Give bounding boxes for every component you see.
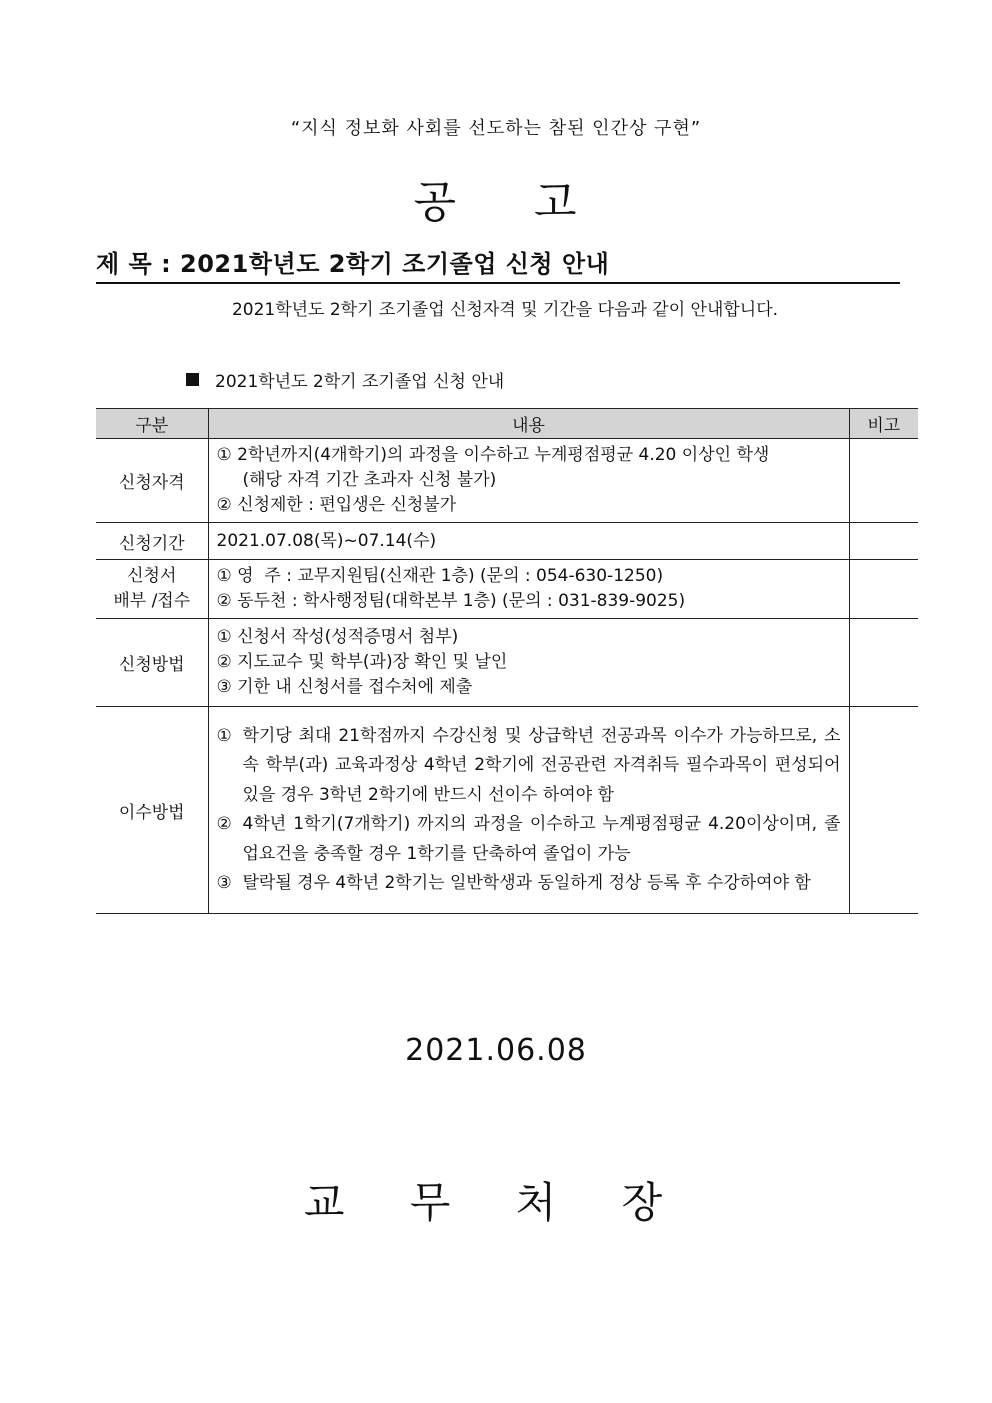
header-content: 내용 [208,409,849,439]
content-line: ② 지도교수 및 학부(과)장 확인 및 날인 [216,652,508,672]
row-note [849,619,918,707]
category-line: 신청서 [127,566,177,586]
notice-date: 2021.06.08 [405,1033,587,1068]
content-line: 2021.07.08(목)~07.14(수) [216,530,437,551]
item-number: ③ [216,873,232,893]
header-category: 구분 [96,409,208,439]
row-category: 이수방법 [96,707,208,914]
item-number: ② [216,814,232,834]
table-row [96,619,918,707]
item-text: 학기당 최대 21학점까지 수강신청 및 상급학년 전공과목 이수가 가능하므로, 소속 학부(과) 교육과정상 4학년 2학기에 전공관련 자격취득 필수과목이 편성되어 있을 경우 3학년 2학기에 반드시 선이수 하여야 함 [242,725,841,805]
category-line: 배부 /접수 [113,591,191,611]
subject-title: 제 목 : 2021학년도 2학기 조기졸업 신청 안내 [96,244,900,284]
list-item [217,722,841,811]
row-note [849,439,918,523]
row-content [208,523,849,560]
header-note: 비고 [849,409,918,439]
table-row [96,439,918,523]
notice-title: 공 고 [413,177,579,228]
row-note [849,707,918,914]
section-heading-text: 2021학년도 2학기 조기졸업 신청 안내 [215,372,505,392]
row-content [208,619,849,707]
content-line: ③ 기한 내 신청서를 접수처에 제출 [216,677,473,697]
content-line: ② 동두천 : 학사행정팀(대학본부 1층) (문의 : 031-839-9025) [216,591,686,611]
row-category [96,560,208,619]
intro-text: 2021학년도 2학기 조기졸업 신청자격 및 기간을 다음과 같이 안내합니다. [231,300,779,320]
table-row [96,560,918,619]
table-header-row [96,409,918,439]
item-number: ① [216,725,232,746]
table-row [96,523,918,560]
content-line: ① 신청서 작성(성적증명서 첨부) [216,627,459,647]
list-item [217,869,841,899]
row-note [849,560,918,619]
black-square-icon [186,373,199,386]
issuer-signature: 교 무 처 장 [303,1178,689,1227]
content-line: ① 2학년까지(4개학기)의 과정을 이수하고 누계평점평균 4.20 이상인 학생 [216,445,770,465]
row-content [208,439,849,523]
info-table [96,408,918,914]
list-item [217,810,841,869]
content-line: ② 신청제한 : 편입생은 신청불가 [216,495,457,515]
slogan: “지식 정보화 사회를 선도하는 참된 인간상 구현” [290,118,702,139]
content-line: (해당 자격 기간 초과자 신청 불가) [242,470,497,490]
row-note [849,523,918,560]
item-text: 탈락될 경우 4학년 2학기는 일반학생과 동일하게 정상 등록 후 수강하여야 함 [242,873,811,893]
item-text: 4학년 1학기(7개학기) 까지의 과정을 이수하고 누계평점평균 4.20이상이며, 졸업요건을 충족할 경우 1학기를 단축하여 졸업이 가능 [242,814,841,864]
row-category: 신청자격 [96,439,208,523]
row-category: 신청기간 [96,523,208,560]
row-category: 신청방법 [96,619,208,707]
section-heading [186,367,504,392]
table-row [96,707,918,914]
content-line: ① 영 주 : 교무지원팀(신재관 1층) (문의 : 054-630-1250) [216,566,664,586]
row-content [208,707,849,914]
row-content [208,560,849,619]
